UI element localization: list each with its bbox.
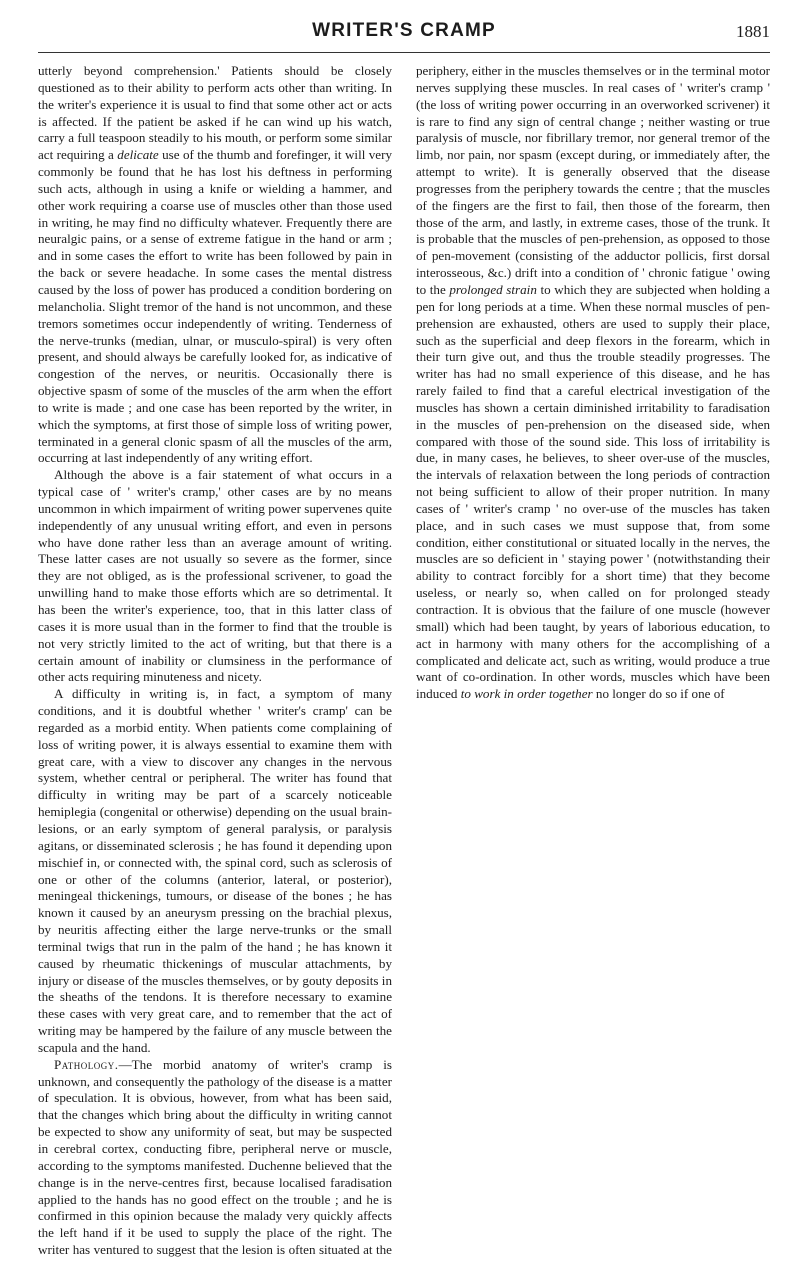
- paragraph-1: [38, 63, 392, 467]
- page-header: [38, 14, 770, 53]
- paragraph-2: Although the above is a fair statement of what occurs in a typical case of ' writer's cramp,' other cases are by no means uncommon in which impairment of writing power supervenes quite independently of any unusual writing effort, and even in persons who have done rather less than an average amount of writing. These latter cases are not usually so severe as the former, since they are not obliged, as is the professional scrivener, to goad the unwilling hand to make those efforts which are so detrimental. It has been the writer's experience, too, that in this latter class of cases it is more usual than in the former to find that the trouble is not very strictly limited to the act of writing, but that there is a certain amount of inability or clumsiness in the performance of other acts requiring minuteness and nicety.: [38, 467, 392, 685]
- paragraph-4-emphasis-1: prolonged strain: [449, 281, 537, 297]
- section-heading-pathology: Pathology.: [54, 1056, 119, 1072]
- paragraph-1-text-a: utterly beyond comprehension.' Patients should be closely questioned as to their ability to perform acts other than writing. In the writer's experience it is usual to find that some other act or acts is affected. If the patient be asked if he can wind up his watch, carry a full teaspoon steadily to his mouth, or perform some similar act requiring a: [38, 63, 392, 163]
- running-head: WRITER'S CRAMP: [312, 20, 496, 41]
- paragraph-1-emphasis: delicate: [117, 147, 159, 163]
- body-text: [38, 63, 770, 1273]
- paragraph-1-text-b: use of the thumb and forefinger, it will very commonly be found that he has lost his deftness in performing such acts, although in using a knife or wielding a hammer, and other work requiring a coarse use of muscles other than those used in writing, he may find no difficulty whatever. Frequently there are neuralgic pains, or a sense of extreme fatigue in the hand or arm ; and in some cases the effort to write has been followed by pain in the back or severe headache. In some cases the mental distress caused by the loss of power has produced a condition bordering on melancholia. Slight tremor of the hand is not uncommon, and these tremors sometimes occur independently of writing. Tenderness of the nerve-trunks (median, ulnar, or musculo-spiral) is very often present, and should always be carefully looked for, as indicative of congestion of the nerves, or neuritis. Occasionally there is objective spasm of some of the muscles of the arm when the effort to write is made ; and one case has been reported by the writer, in which the symptoms, at first those of simple loss of writing power, terminated in a general clonic spasm of all the muscles of the arm, occurring at last independently of any writing effort.: [38, 147, 392, 466]
- paragraph-3: A difficulty in writing is, in fact, a symptom of many conditions, and it is doubtful whether ' writer's cramp' can be regarded as a morbid entity. When patients come complaining of loss of writing power, it is always essential to examine them with great care, with a view to discover any changes in the nervous system, whether central or peripheral. The writer has found that difficulty in writing may be part of a scarcely noticeable hemiplegia (congenital or otherwise) depending on the usual brain-lesions, or an early symptom of general paralysis, or paralysis agitans, or disseminated sclerosis ; he has found it depending upon mischief in, or connected with, the spinal cord, such as sclerosis of one or other of the columns (anterior, lateral, or posterior), meningeal thickenings, tumours, or disease of the bones ; he has known it caused by an aneurysm pressing on the brachial plexus, by neuritis affecting either the large nerve-trunks or the small terminal twigs that run in the palm of the hand ; he has known it caused by rheumatic thickenings of muscular attachments, by injury or disease of the muscles themselves, or by gouty deposits in the sheaths of the tendons. It is therefore necessary to examine these cases with very great care, and to remember that the act of writing may be hampered by the failure of any muscle between the scapula and the hand.: [38, 686, 392, 1055]
- paragraph-4-text-b: to which they are subjected when holding a pen for long periods at a time. When these normal muscles of pen-prehension are exhausted, others are used to supply their place, such as the superficial and deep flexors in the forearm, which in their turn give out, and thus the trouble steadily progresses. The writer has had no small experience of this disease, and he has rarely failed to find that a careful electrical investigation of the muscles has shown a certain diminished irritability to faradisation in the muscles of pen-prehension on the diseased side, when compared with those of the sound side. This loss of irritability is due, in many cases, he believes, to sheer over-use of the muscles, the intervals of relaxation between the long periods of contraction not being sufficient to allow of their proper nutrition. In many cases of ' writer's cramp ' no over-use of the muscles has taken place, and in such cases we must suppose that, from some condition, either constitutional or situated locally in the nerves, the muscles are so deficient in ' staying power ' (notwithstanding their ability to contract forcibly for a short time) that they become useless, or nearly so, when called on for prolonged steady contraction. It is obvious that the failure of one muscle (however small) which had been taught, by years of laborious education, to act in harmony with many others for the accomplishing of a complicated and delicate act, such as writing, would produce a true want of co-ordination. In other words, muscles which have been induced: [416, 281, 770, 702]
- page-number: 1881: [736, 22, 770, 41]
- paragraph-4-text-c: no longer do so if one of: [592, 686, 725, 702]
- paragraph-4-text-a: —The morbid anatomy of writer's cramp is unknown, and consequently the pathology of the disease is a matter of speculation. It is obvious, however, from what has been said, that the changes which bring about the difficulty in writing cannot be expected to show any uniformity of seat, but may be suspected in cerebral cortex, conducting fibre, peripheral nerve or muscle, according to the symptoms manifested. Duchenne believed that the change is in the nerve-centres first, because localised faradisation applied to the hands has no good effect on the trouble ; and he is confirmed in this opinion because the malady very quickly affects the left hand if it be used to supply the place of the right. The writer has ventured to suggest that the lesion is often situated at the periphery, either in the muscles themselves or in the terminal motor nerves supplying these muscles. In real cases of ' writer's cramp ' (the loss of writing power occurring in an overworked scrivener) it is rare to find any sign of central change ; neither wasting or true paralysis of muscle, nor fibrillary tremor, nor general tremor of the limb, nor pain, nor spasm (except during, or immediately after, the attempt to write). It is generally observed that the disease progresses from the periphery towards the centre ; that the muscles of the fingers are the first to fail, then those of the forearm, then those of the arm, and lastly, in extreme cases, those of the trunk. It is probable that the muscles of pen-prehension, as opposed to those of pen-movement (consisting of the adductor pollicis, first dorsal interosseous, &c.) drift into a condition of ' chronic fatigue ' owing to the: [38, 63, 770, 1258]
- paragraph-4-emphasis-2: to work in order together: [460, 686, 593, 702]
